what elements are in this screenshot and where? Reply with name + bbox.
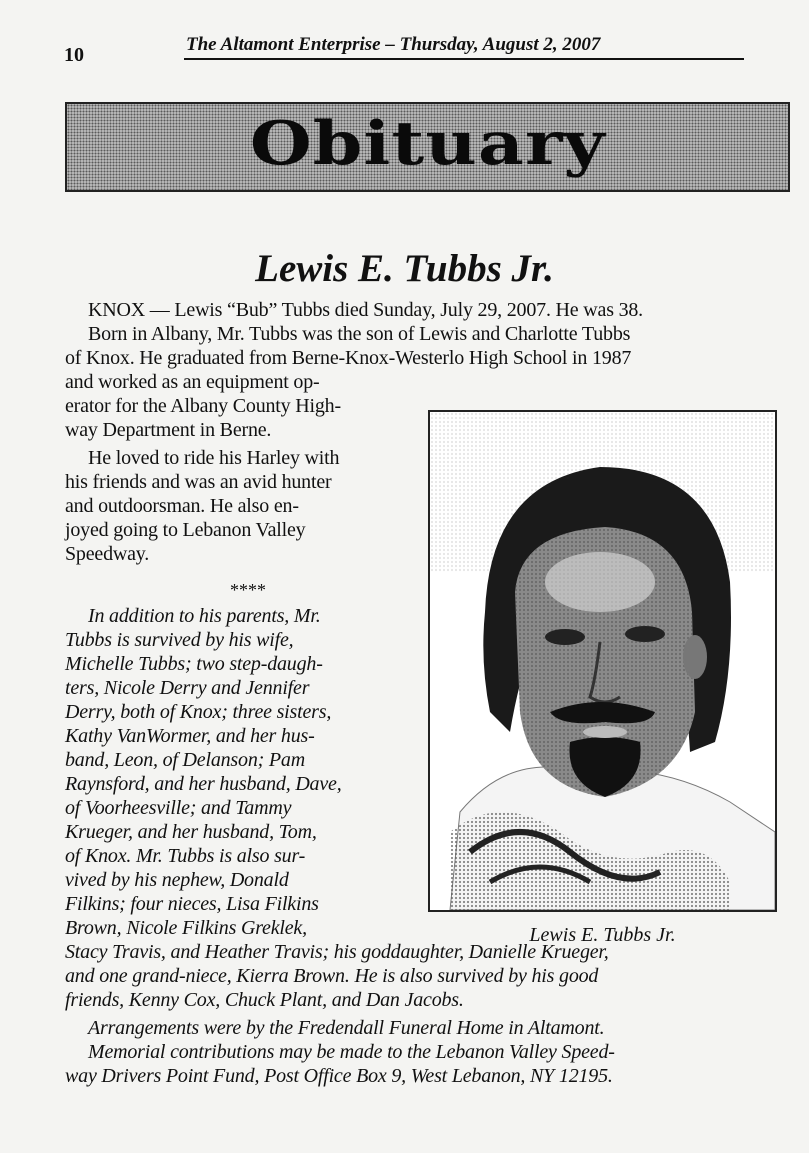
article-line: KNOX — Lewis “Bub” Tubbs died Sunday, July 29, 2007. He was 38. [88, 299, 643, 321]
portrait-illustration [430, 412, 775, 910]
obituary-headline: Lewis E. Tubbs Jr. [255, 247, 554, 290]
section-banner [65, 102, 790, 192]
article-line: vived by his nephew, Donald [65, 869, 289, 891]
article-line: friends, Kenny Cox, Chuck Plant, and Dan Jacobs. [65, 989, 464, 1011]
article-line: and outdoorsman. He also en- [65, 495, 299, 517]
article-line: his friends and was an avid hunter [65, 471, 332, 493]
masthead: The Altamont Enterprise – Thursday, August 2, 2007 [186, 34, 601, 55]
article-line: Raynsford, and her husband, Dave, [65, 773, 342, 795]
article-line: Tubbs is survived by his wife, [65, 629, 294, 651]
article-line: ters, Nicole Derry and Jennifer [65, 677, 310, 699]
photo-caption: Lewis E. Tubbs Jr. [529, 924, 676, 946]
article-line: of Knox. Mr. Tubbs is also sur- [65, 845, 306, 867]
article-line: and one grand-niece, Kierra Brown. He is also survived by his good [65, 965, 599, 987]
article-line: Brown, Nicole Filkins Greklek, [65, 917, 307, 939]
article-line: He loved to ride his Harley with [88, 447, 340, 469]
article-line: Filkins; four nieces, Lisa Filkins [65, 893, 319, 915]
article-line: band, Leon, of Delanson; Pam [65, 749, 305, 771]
article-line: Kathy VanWormer, and her hus- [65, 725, 315, 747]
article-line: In addition to his parents, Mr. [88, 605, 321, 627]
page-number: 10 [64, 44, 84, 66]
article-line: and worked as an equipment op- [65, 371, 320, 393]
portrait-photo [428, 410, 777, 912]
section-title: Obituary [249, 109, 606, 179]
article-line: Memorial contributions may be made to the Lebanon Valley Speed- [88, 1041, 615, 1063]
article-line: way Department in Berne. [65, 419, 272, 441]
article-line: of Voorheesville; and Tammy [65, 797, 292, 819]
masthead-rule [184, 58, 744, 60]
article-line: Stacy Travis, and Heather Travis; his goddaughter, Danielle Krueger, [65, 941, 609, 963]
article-line: Speedway. [65, 543, 150, 565]
article-line: joyed going to Lebanon Valley [65, 519, 306, 541]
article-line: Michelle Tubbs; two step-daugh- [65, 653, 323, 675]
article-line: Derry, both of Knox; three sisters, [65, 701, 332, 723]
article-line: of Knox. He graduated from Berne-Knox-Westerlo High School in 1987 [65, 347, 632, 369]
section-separator: **** [230, 580, 266, 600]
article-line: Born in Albany, Mr. Tubbs was the son of Lewis and Charlotte Tubbs [88, 323, 631, 345]
article-line: Arrangements were by the Fredendall Funeral Home in Altamont. [88, 1017, 605, 1039]
article-line: erator for the Albany County High- [65, 395, 341, 417]
article-line: way Drivers Point Fund, Post Office Box 9, West Lebanon, NY 12195. [65, 1065, 613, 1087]
article-line: Krueger, and her husband, Tom, [65, 821, 317, 843]
